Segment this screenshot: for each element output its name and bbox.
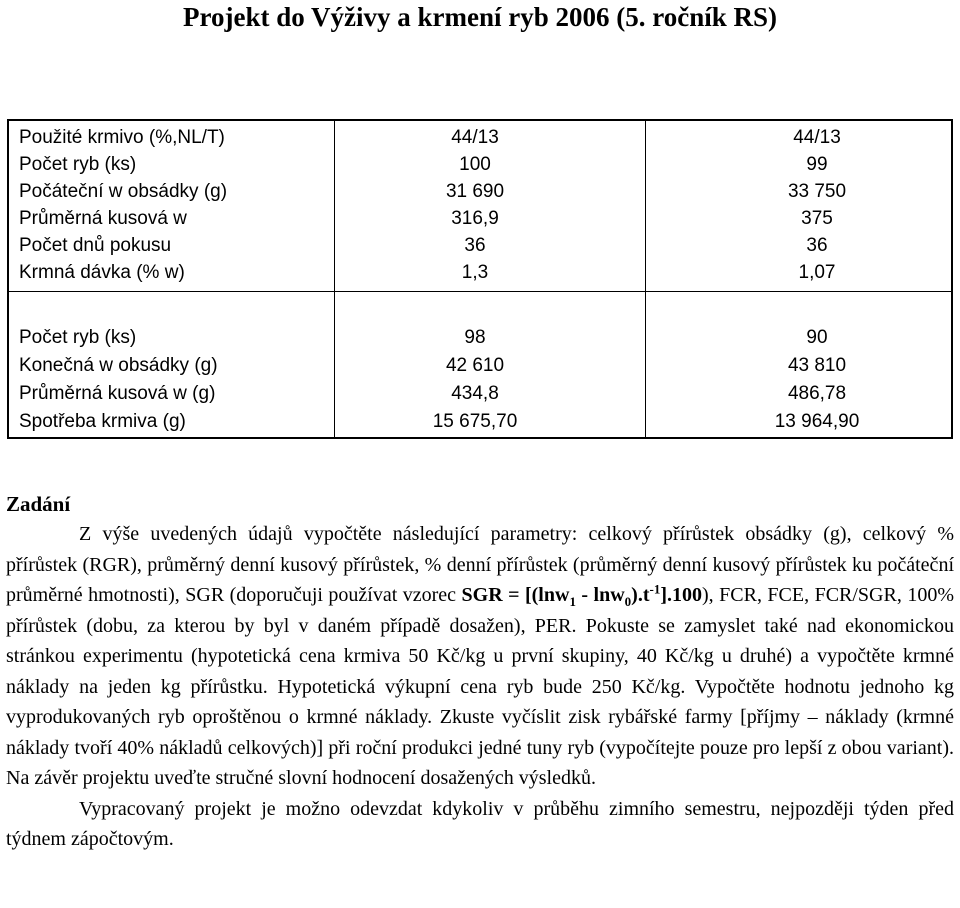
table-row xyxy=(9,205,951,232)
assignment-text: ), FCR, FCE, FCR/SGR, 100% přírůstek (dobu, za kterou by byl v daném případě dosažen), PER. Pokuste se zamyslet také nad ekonomickou stránkou experimentu (hypotetická cena krmiva 50 Kč/kg u první skupiny, 40 Kč/kg u druhé) a vypočtěte krmné náklady na jeden kg přírůstku. Hypotetická výkupní cena ryb bude 250 Kč/kg. Vypočtěte hodnotu jednoho kg vyprodukovaných ryb oproštěnou o krmné náklady. Zkuste vyčíslit zisk rybářské farmy [příjmy – náklady (krmné náklady tvoří 40% nákladů celkových)] při roční produkci jedné tuny ryb (vypočítejte pouze pro lepší z obou variant). Na závěr projektu uveďte stručné slovní hodnocení dosažených výsledků. xyxy=(6,584,954,789)
value-group-2: 486,78 xyxy=(787,383,847,404)
row-label: Počáteční w obsádky (g) xyxy=(19,181,228,202)
formula-part: SGR = [(lnw xyxy=(461,584,570,606)
row-label: Použité krmivo (%,NL/T) xyxy=(19,127,225,148)
value-group-1: 36 xyxy=(464,235,486,256)
value-group-1: 316,9 xyxy=(451,208,499,229)
value-group-1: 1,3 xyxy=(461,262,489,283)
value-group-2: 43 810 xyxy=(787,355,847,376)
assignment-heading: Zadání xyxy=(6,492,71,516)
formula-superscript: -1 xyxy=(649,581,661,597)
table-row xyxy=(9,151,951,178)
value-group-1: 434,8 xyxy=(451,383,499,404)
value-group-1: 15 675,70 xyxy=(432,411,518,432)
table-row xyxy=(9,232,951,259)
assignment-paragraph xyxy=(6,519,954,794)
formula-subscript: 1 xyxy=(569,594,576,609)
value-group-2: 33 750 xyxy=(787,181,847,202)
value-group-2: 36 xyxy=(806,235,828,256)
value-group-1: 98 xyxy=(464,327,486,348)
value-group-1: 44/13 xyxy=(451,127,499,148)
table-row xyxy=(9,324,951,351)
row-label: Průměrná kusová w xyxy=(19,208,187,229)
formula-part: ].100 xyxy=(660,584,703,606)
value-group-2: 375 xyxy=(801,208,833,229)
table-row xyxy=(9,178,951,205)
value-group-2: 44/13 xyxy=(793,127,841,148)
table-row xyxy=(9,259,951,286)
table-row xyxy=(9,352,951,379)
assignment-section xyxy=(6,489,954,855)
row-label: Konečná w obsádky (g) xyxy=(19,355,218,376)
formula-part: ).t xyxy=(631,584,650,606)
data-table xyxy=(7,119,953,439)
row-label: Počet ryb (ks) xyxy=(19,154,137,175)
value-group-1: 42 610 xyxy=(445,355,505,376)
row-label: Počet ryb (ks) xyxy=(19,327,137,348)
row-label: Krmná dávka (% w) xyxy=(19,262,185,283)
assignment-text: Z výše uvedených údajů vypočtěte následující parametry: celkový přírůstek obsádky (g), celkový % přírůstek (RGR), průměrný denní kusový přírůstek, % denní přírůstek (průměrný denní kusový přírůstek ku počáteční průměrné hmotnosti), SGR (doporučuji používat vzorec xyxy=(6,523,954,606)
value-group-2: 13 964,90 xyxy=(774,411,860,432)
formula-part: - lnw xyxy=(575,584,625,606)
page-title: Projekt do Výživy a krmení ryb 2006 (5. ročník RS) xyxy=(183,2,777,32)
value-group-2: 90 xyxy=(806,327,828,348)
value-group-2: 1,07 xyxy=(798,262,836,283)
table-row xyxy=(9,124,951,151)
value-group-1: 31 690 xyxy=(445,181,505,202)
formula-subscript: 0 xyxy=(624,594,632,609)
sgr-formula xyxy=(461,581,703,609)
value-group-2: 99 xyxy=(806,154,828,175)
row-label: Průměrná kusová w (g) xyxy=(19,383,216,404)
submission-paragraph: Vypracovaný projekt je možno odevzdat kdykoliv v průběhu zimního semestru, nejpozději týden před týdnem zápočtovým. xyxy=(6,797,954,850)
row-label: Spotřeba krmiva (g) xyxy=(19,411,186,432)
row-label: Počet dnů pokusu xyxy=(19,235,172,256)
table-row xyxy=(9,380,951,407)
table-row xyxy=(9,408,951,435)
table-row-divider xyxy=(9,291,951,292)
value-group-1: 100 xyxy=(459,154,491,175)
